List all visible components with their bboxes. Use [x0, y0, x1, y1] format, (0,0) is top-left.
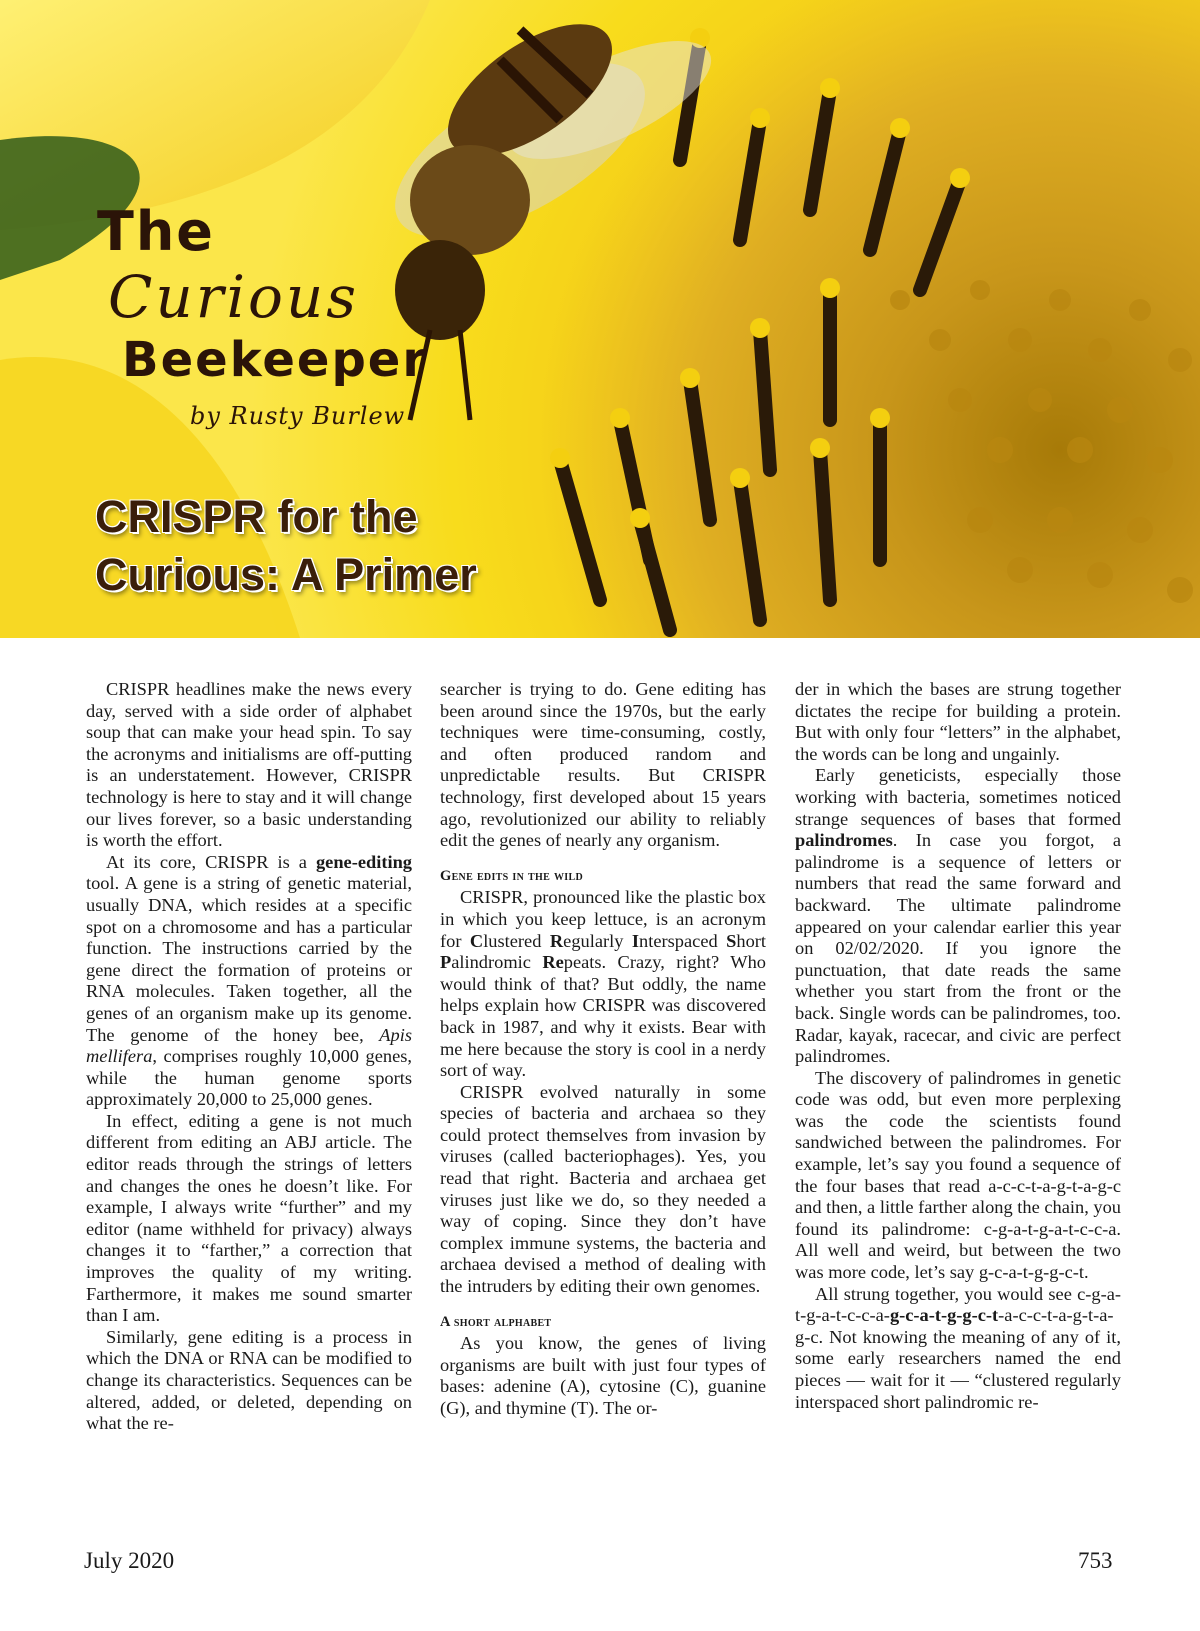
- article-headline: [95, 488, 477, 604]
- paragraph: [795, 765, 1121, 1067]
- paragraph: [86, 852, 412, 1111]
- headline-line-2: Curious: A Primer: [95, 549, 477, 600]
- issue-date: July 2020: [84, 1548, 175, 1573]
- article-column-2: [440, 679, 766, 1420]
- acronym-letter: P: [440, 952, 452, 973]
- text-run: -a-c-c-t-a-g-t-a-g-c. Not knowing the meaning of any of it, some early researchers named the end pieces — wait for it — “clustered regularly interspaced short palindromic re-: [795, 1305, 1121, 1412]
- paragraph: CRISPR evolved naturally in some species of bacteria and archaea so they could protect themselves from invasion by viruses (called bacteriophages). Yes, you read that right. Bacteria and archaea get viruses just like we do, so they needed a way of coping. Since they don’t have complex immune systems, the bacteria and archaea devised a method of dealing with the intruders by editing their own genomes.: [440, 1081, 766, 1297]
- paragraph: CRISPR headlines make the news every day, served with a side order of alphabet soup that can make your head spin. To say the acronyms and initialisms are off-putting is an understatement. However, CRISPR technology is here to stay and it will change our lives forever, so a basic understanding is worth the effort.: [86, 679, 412, 851]
- text-run: peats. Crazy, right? Who would think of that? But oddly, the name helps explain how CRISPR was discovered back in 1987, and why it exists. Bear with me here because the story is cool in a nerdy sort of way.: [440, 952, 766, 1081]
- text-run: lustered: [483, 930, 550, 951]
- masthead-beekeeper: Beekeeper: [122, 332, 429, 388]
- section-heading: A short alphabet: [440, 1313, 552, 1330]
- bold-sequence: g-c-a-t-g-g-c-t: [889, 1305, 999, 1326]
- bold-term: palindromes: [795, 830, 893, 851]
- bold-term: gene-editing: [315, 851, 412, 872]
- text-run: nterspaced: [639, 930, 727, 951]
- paragraph: In effect, editing a gene is not much different from editing an ABJ article. The editor reads through the strings of letters and changes the ones he doesn’t like. For example, I always write “further” and my editor (name withheld for privacy) always changes it to “farther,” a correction that improves the quality of my writing. Farthermore, it makes me sound smarter than I am.: [86, 1110, 412, 1326]
- text-run: , comprises roughly 10,000 genes, while the human genome sports approximately 20,000 to 25,000 genes.: [86, 1046, 412, 1110]
- masthead-curious: Curious: [108, 263, 360, 331]
- acronym-letter: Re: [542, 952, 564, 973]
- text-run: CRISPR, pronounced like the plastic box in which you keep lettuce, is an acronym for: [440, 887, 766, 951]
- acronym-letter: I: [631, 930, 640, 951]
- text-run: All strung together, you would see c-g-a-t-g-a-t-c-c-a-: [795, 1283, 1121, 1326]
- acronym-letter: C: [469, 930, 484, 951]
- page-number: 753: [1078, 1548, 1113, 1573]
- paragraph: Similarly, gene editing is a process in which the DNA or RNA can be modified to change its characteristics. Sequences can be altered, added, or deleted, depending on what the re-: [86, 1326, 412, 1434]
- section-heading: Gene edits in the wild: [440, 867, 583, 884]
- italic-species-name: Apis mellifera: [86, 1024, 412, 1067]
- article-column-1: [86, 679, 412, 1435]
- paragraph: der in which the bases are strung together dictates the recipe for building a protein. But with only four “letters” in the alphabet, the words can be long and ungainly.: [795, 679, 1121, 764]
- headline-line-1: CRISPR for the: [95, 491, 418, 542]
- paragraph: [795, 1284, 1121, 1414]
- text-run: At its core, CRISPR is a: [106, 851, 316, 872]
- text-run: . In case you forgot, a palindrome is a sequence of letters or numbers that read the same forward and backward. The ultimate palindrome appeared on your calendar earlier this year on 02/02/2020. If you ignore the punctuation, that date reads the same whether you start from the front or the back. Single words can be palindromes, too. Radar, kayak, racecar, and civic are perfect palindromes.: [795, 830, 1121, 1067]
- paragraph: [440, 887, 766, 1081]
- acronym-letter: S: [726, 930, 737, 951]
- paragraph: The discovery of palindromes in genetic code was odd, but even more perplexing was the code the scientists found sandwiched between the palindromes. For example, let’s say you found a sequence of the four bases that read a-c-c-t-a-g-t-a-g-c and then, a little farther along the chain, you found its palindrome: c-g-a-t-g-a-t-c-c-a. All well and weird, but between the two was more code, let’s say g-c-a-t-g-g-c-t.: [795, 1067, 1121, 1283]
- text-run: tool. A gene is a string of genetic material, usually DNA, which resides at a specific spot on a chromosome and has a particular function. The instructions carried by the gene direct the formation of proteins or RNA molecules. Taken together, all the genes of an organism make up its genome. The genome of the honey bee,: [86, 873, 412, 1045]
- text-run: alindromic: [451, 952, 543, 973]
- text-run: hort: [736, 930, 766, 951]
- text-run: Early geneticists, especially those working with bacteria, sometimes noticed strange sequences of bases that formed: [795, 765, 1121, 829]
- text-run: egularly: [563, 930, 632, 951]
- acronym-letter: R: [549, 930, 564, 951]
- article-column-3: [795, 679, 1121, 1413]
- hero-photo: [0, 0, 1200, 638]
- masthead-the: The: [97, 200, 215, 263]
- paragraph: As you know, the genes of living organisms are built with just four types of bases: adenine (A), cytosine (C), guanine (G), and thymine (T). The or-: [440, 1333, 766, 1418]
- paragraph: searcher is trying to do. Gene editing has been around since the 1970s, but the early techniques were time-consuming, costly, and often produced random and unpredictable results. But CRISPR technology, first developed about 15 years ago, revolutionized our ability to reliably edit the genes of nearly any organism.: [440, 679, 766, 851]
- byline: by Rusty Burlew: [190, 402, 406, 430]
